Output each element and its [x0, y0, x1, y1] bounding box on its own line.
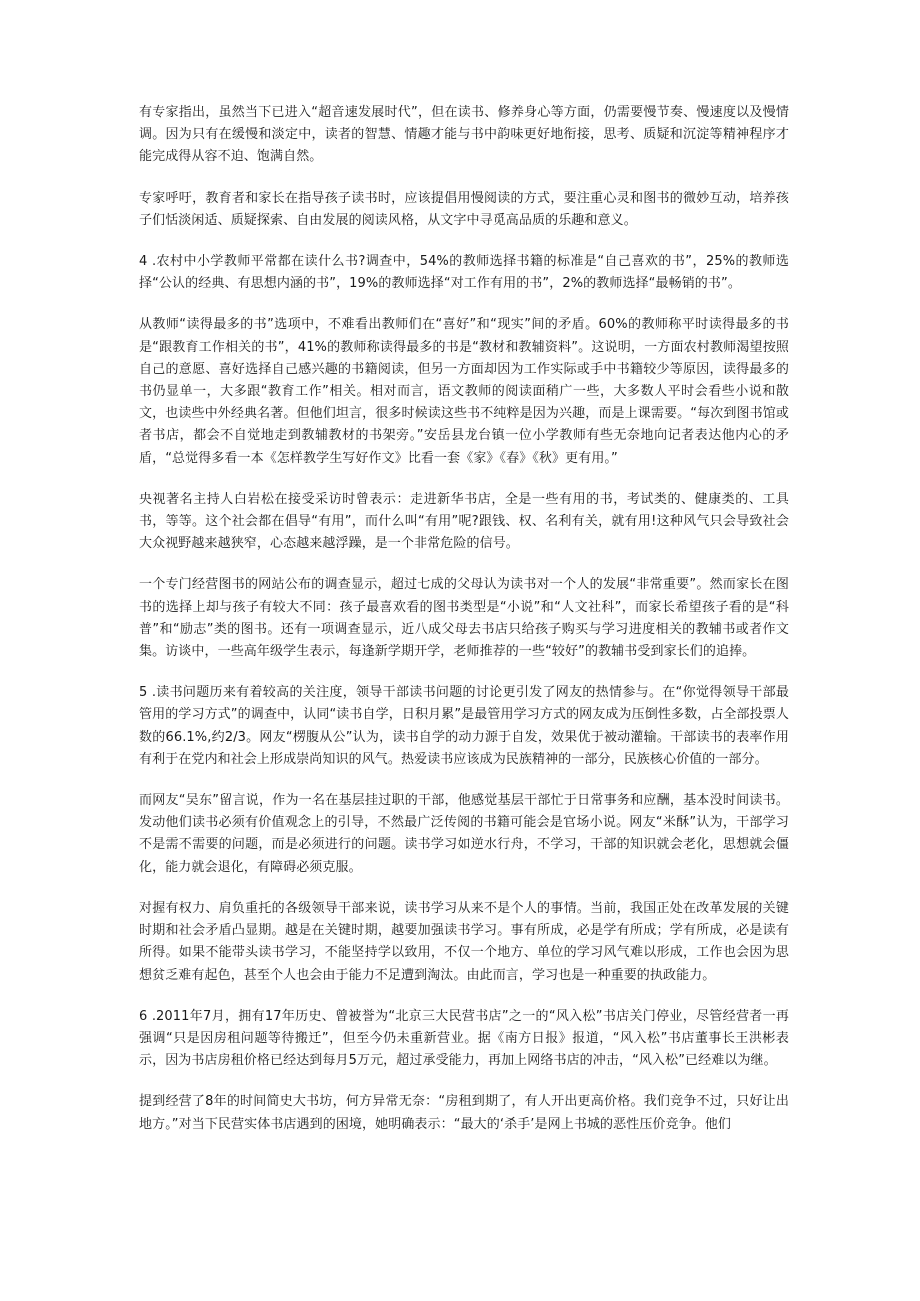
- paragraph-experts-appeal: 专家呼吁，教育者和家长在指导孩子读书时，应该提倡用慢阅读的方式，要注重心灵和图书的微妙互动，培养孩子们恬淡闲适、质疑探索、自由发展的阅读风格，从文字中寻觅高品质的乐趣和意义。: [139, 190, 789, 228]
- paragraph-section-4-rural-teachers: 4 .农村中小学教师平常都在读什么书?调查中，54%的教师选择书籍的标准是“自己喜欢的书”，25%的教师选择“公认的经典、有思想内涵的书”，19%的教师选择“对工作有用的书”，2%的教师选择“最畅销的书”。: [139, 254, 789, 292]
- paragraph-leaders-learning: 对握有权力、肩负重托的各级领导干部来说，读书学习从来不是个人的事情。当前，我国正处在改革发展的关键时期和社会矛盾凸显期。越是在关键时期，越要加强读书学习。事有所成，必是学有所成；学有所成，必是读有所得。如果不能带头读书学习，不能坚持学以致用，不仅一个地方、单位的学习风气难以形成，工作也会因为思想贫乏难有起色，甚至个人也会由于能力不足遭到淘汰。由此而言，学习也是一种重要的执政能力。: [139, 900, 789, 983]
- paragraph-teachers-contradiction: 从教师“读得最多的书”选项中，不难看出教师们在“喜好”和“现实”间的矛盾。60%的教师称平时读得最多的书是“跟教育工作相关的书”，41%的教师称读得最多的书是“教材和教辅资料”。这说明，一方面农村教师渴望按照自己的意愿、喜好选择自己感兴趣的书籍阅读，但另一方面却因为工作实际或手中书籍较少等原因，读得最多的书仍显单一，大多跟“教育工作”相关。相对而言，语文教师的阅读面稍广一些，大多数人平时会看些小说和散文，也读些中外经典名著。但他们坦言，很多时候读这些书不纯粹是因为兴趣，而是上课需要。“每次到图书馆或者书店，都会不自觉地走到教辅教材的书架旁。”安岳县龙台镇一位小学教师有些无奈地向记者表达他内心的矛盾，“总觉得多看一本《怎样教学生写好作文》比看一套《家》《春》《秋》更有用。”: [139, 317, 789, 466]
- paragraph-bai-yansong: 央视著名主持人白岩松在接受采访时曾表示：走进新华书店，全是一些有用的书，考试类的、健康类的、工具书，等等。这个社会都在倡导“有用”，而什么叫“有用”呢?跟钱、权、名利有关，就有用!这种风气只会导致社会大众视野越来越狭窄，心态越来越浮躁，是一个非常危险的信号。: [139, 491, 789, 552]
- paragraph-section-6-bookstore: 6 .2011年7月，拥有17年历史、曾被誉为“北京三大民营书店”之一的“风入松”书店关门停业，尽管经营者一再强调“只是因房租问题等待搬迁”，但至今仍未重新营业。据《南方日报》报道，“风入松”书店董事长王洪彬表示，因为书店房租价格已经达到每月5万元，超过承受能力，再加上网络书店的冲击，“风入松”已经难以为继。: [139, 1008, 789, 1069]
- paragraph-parents-survey: 一个专门经营图书的网站公布的调查显示，超过七成的父母认为读书对一个人的发展“非常重要”。然而家长在图书的选择上却与孩子有较大不同：孩子最喜欢看的图书类型是“小说”和“人文社科”，而家长希望孩子看的是“科普”和“励志”类的图书。还有一项调查显示，近八成父母去书店只给孩子购买与学习进度相关的教辅书或者作文集。访谈中，一些高年级学生表示，每逢新学期开学，老师推荐的一些“较好”的教辅书受到家长们的追捧。: [139, 577, 789, 660]
- document-body: [139, 102, 789, 1155]
- paragraph-slow-reading-experts: 有专家指出，虽然当下已进入“超音速发展时代”，但在读书、修养身心等方面，仍需要慢节奏、慢速度以及慢情调。因为只有在缓慢和淡定中，读者的智慧、情趣才能与书中韵味更好地衔接，思考、质疑和沉淀等精神程序才能完成得从容不迫、饱满自然。: [139, 105, 789, 165]
- paragraph-he-fang: 提到经营了8年的时间简史大书坊，何方异常无奈：“房租到期了，有人开出更高价格。我们竞争不过，只好让出地方。”对当下民营实体书店遇到的困境，她明确表示：“最大的‘杀手’是网上书城的恶性压价竞争。他们: [139, 1094, 789, 1132]
- paragraph-netizen-wudong: 而网友“吴东”留言说，作为一名在基层挂过职的干部，他感觉基层干部忙于日常事务和应酬，基本没时间读书。发动他们读书必须有价值观念上的引导，不然最广泛传阅的书籍可能会是官场小说。网友“米酥”认为，干部学习不是需不需要的问题，而是必须进行的问题。读书学习如逆水行舟，不学习，干部的知识就会老化，思想就会僵化，能力就会退化，有障碍必须克服。: [139, 793, 789, 875]
- paragraph-section-5-cadres-reading: 5 .读书问题历来有着较高的关注度，领导干部读书问题的讨论更引发了网友的热情参与。在“你觉得领导干部最管用的学习方式”的调查中，认同“读书自学，日积月累”是最管用学习方式的网友成为压倒性多数，占全部投票人数的66.1%,约2/3。网友“楞腹从公”认为，读书自学的动力源于自发，效果优于被动灌输。干部读书的表率作用有利于在党内和社会上形成崇尚知识的风气。热爱读书应该成为民族精神的一部分，民族核心价值的一部分。: [139, 685, 789, 767]
